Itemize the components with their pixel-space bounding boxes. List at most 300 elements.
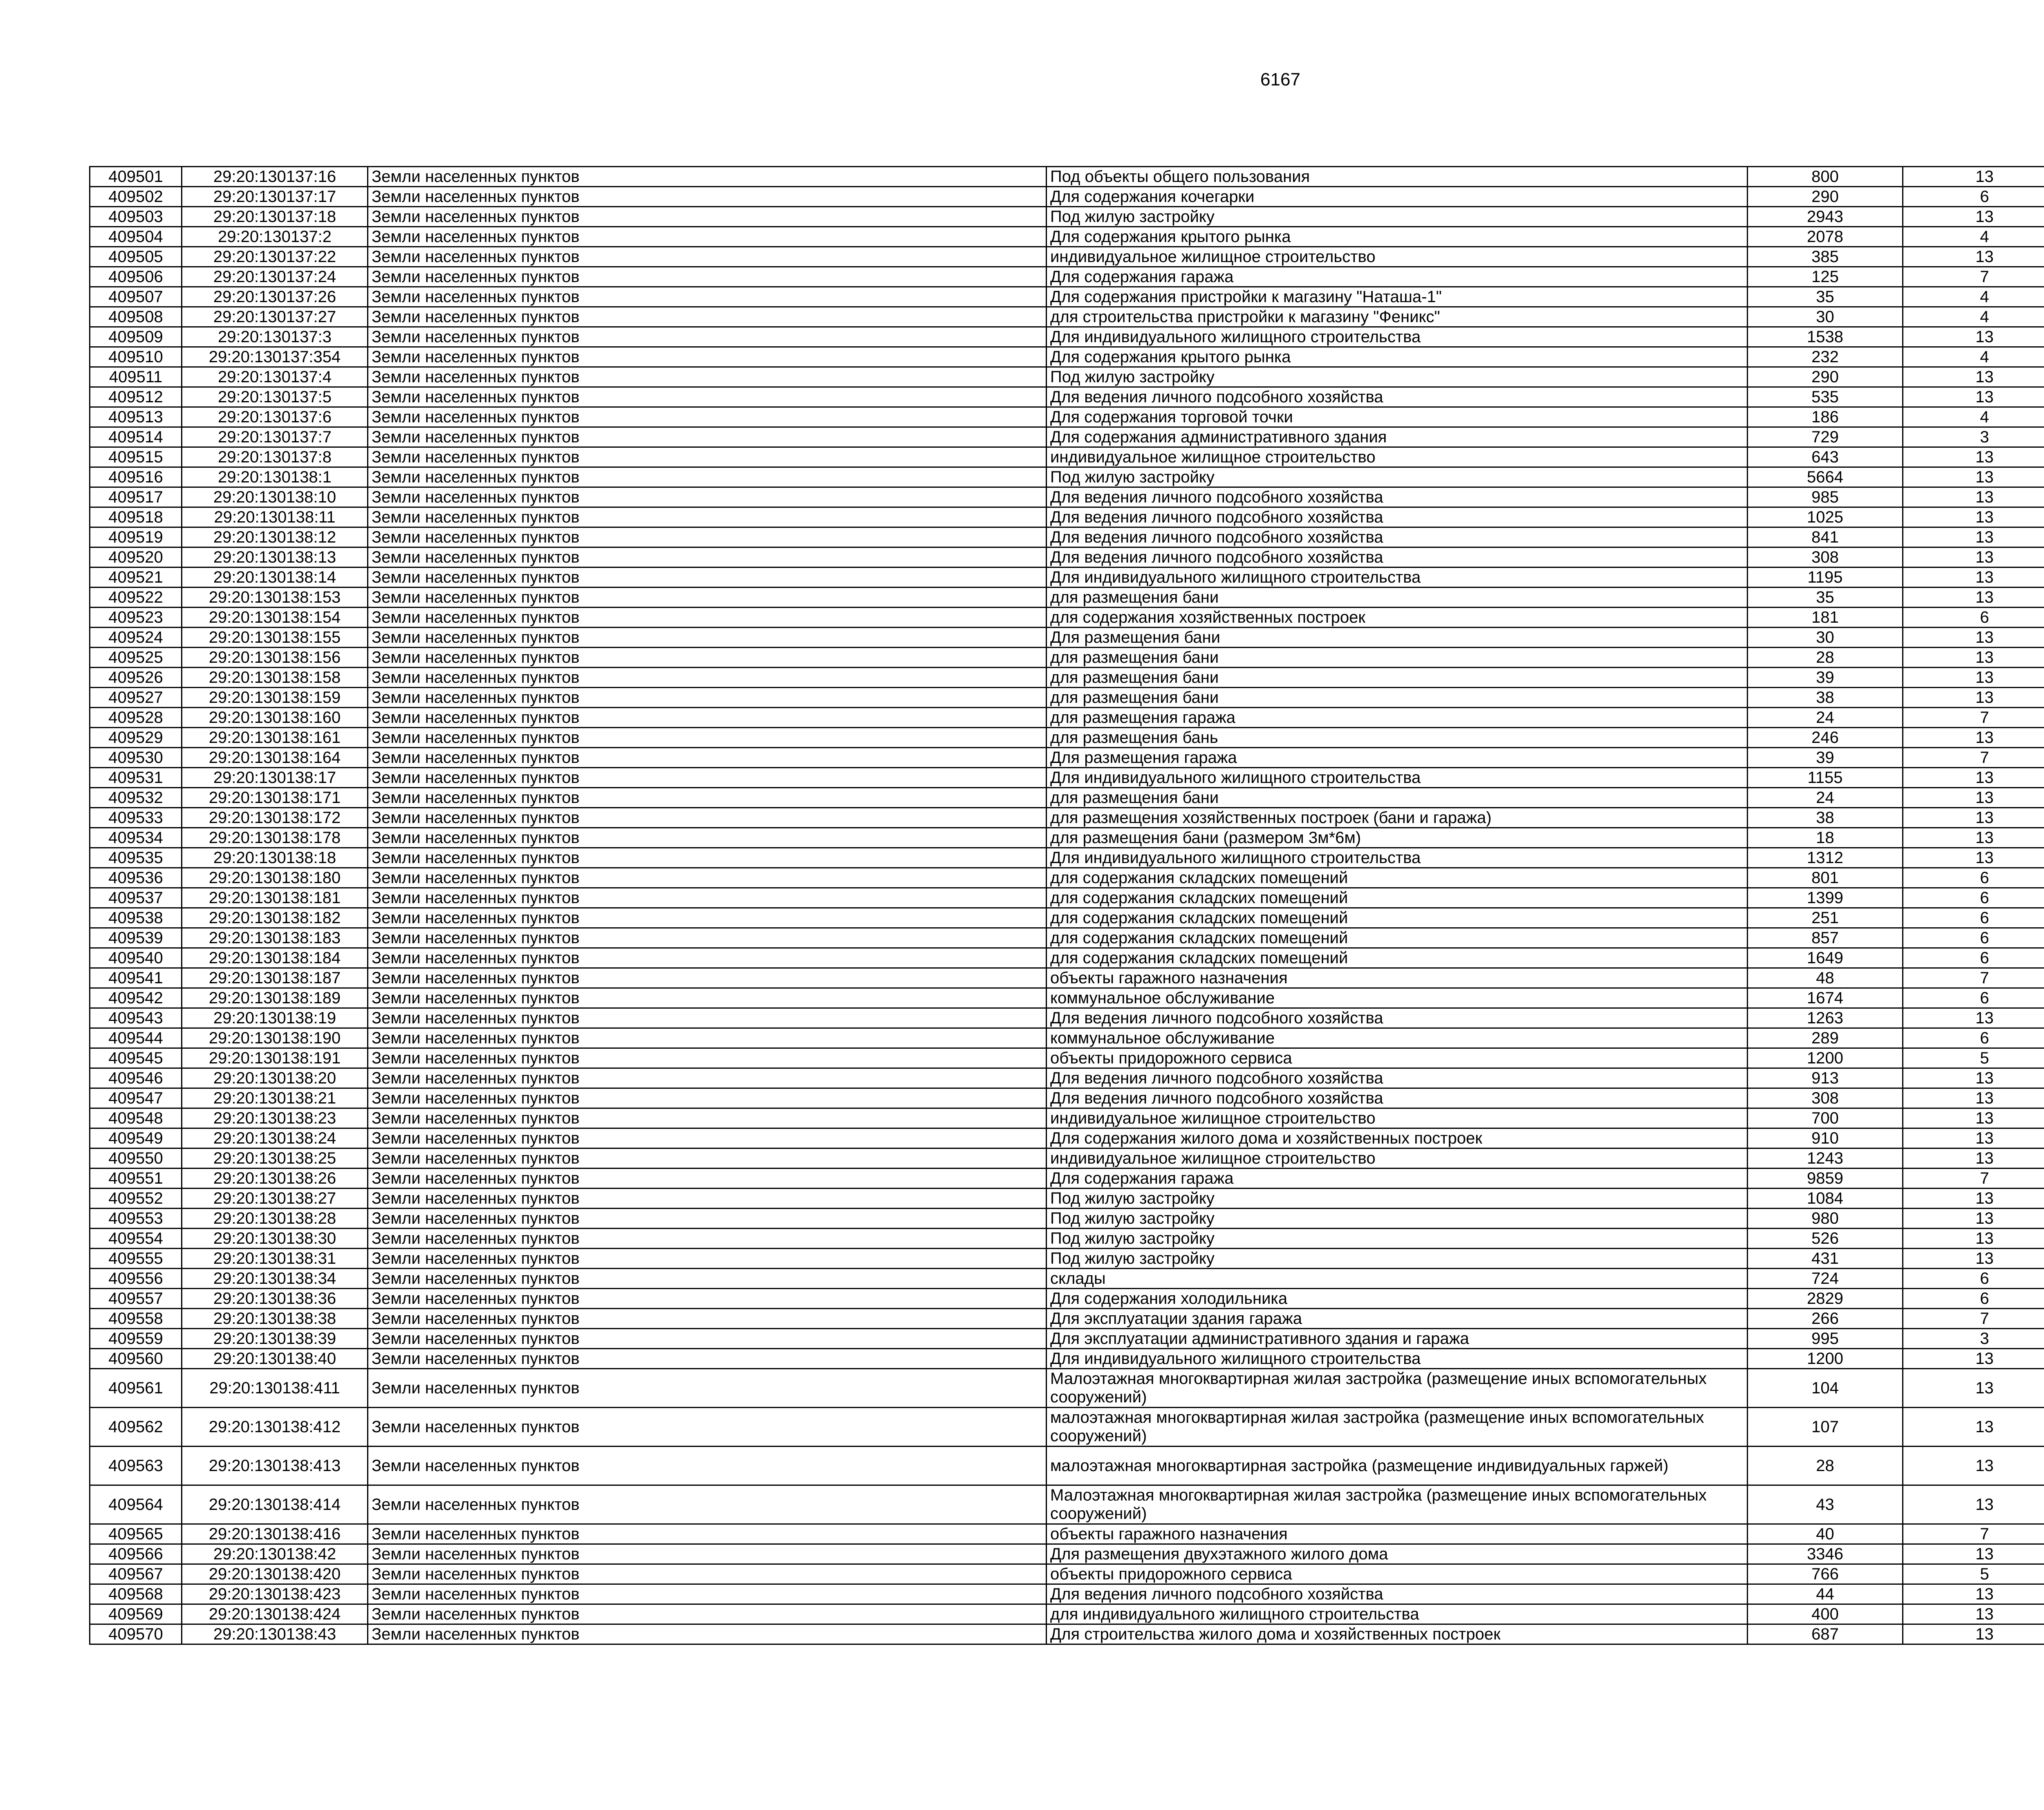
- cadastral-number-cell: 29:20:130137:354: [182, 347, 368, 367]
- land-category-cell: Земли населенных пунктов: [368, 908, 1047, 928]
- table-row: [90, 688, 2044, 708]
- permitted-use-cell: для содержания складских помещений: [1047, 928, 1748, 948]
- row-number-cell: 409555: [90, 1249, 182, 1269]
- land-category-cell: Земли населенных пунктов: [368, 1189, 1047, 1209]
- permitted-use-cell: Для ведения личного подсобного хозяйства: [1047, 487, 1748, 507]
- table-row: [90, 828, 2044, 848]
- cadastral-number-cell: 29:20:130137:16: [182, 167, 368, 187]
- cadastral-number-cell: 29:20:130138:153: [182, 588, 368, 608]
- area-cell: 431: [1748, 1249, 1903, 1269]
- group-code-cell: 4: [1903, 227, 2044, 247]
- permitted-use-cell: Для содержания кочегарки: [1047, 187, 1748, 207]
- permitted-use-cell: Под жилую застройку: [1047, 207, 1748, 227]
- row-number-cell: 409546: [90, 1068, 182, 1088]
- area-cell: 290: [1748, 367, 1903, 387]
- area-cell: 1538: [1748, 327, 1903, 347]
- area-cell: 38: [1748, 688, 1903, 708]
- table-row: [90, 367, 2044, 387]
- cadastral-number-cell: 29:20:130138:26: [182, 1169, 368, 1189]
- permitted-use-cell: Для эксплуатации здания гаража: [1047, 1309, 1748, 1329]
- row-number-cell: 409565: [90, 1524, 182, 1544]
- area-cell: 5664: [1748, 467, 1903, 487]
- area-cell: 1263: [1748, 1008, 1903, 1028]
- group-code-cell: 13: [1903, 1604, 2044, 1624]
- row-number-cell: 409502: [90, 187, 182, 207]
- area-cell: 186: [1748, 407, 1903, 427]
- land-category-cell: Земли населенных пунктов: [368, 507, 1047, 527]
- table-body: [90, 167, 2044, 1644]
- cadastral-number-cell: 29:20:130138:161: [182, 728, 368, 748]
- permitted-use-cell: Для размещения гаража: [1047, 748, 1748, 768]
- table-row: [90, 307, 2044, 327]
- land-category-cell: Земли населенных пунктов: [368, 1068, 1047, 1088]
- table-row: [90, 1269, 2044, 1289]
- area-cell: 724: [1748, 1269, 1903, 1289]
- land-category-cell: Земли населенных пунктов: [368, 187, 1047, 207]
- area-cell: 24: [1748, 708, 1903, 728]
- area-cell: 1025: [1748, 507, 1903, 527]
- group-code-cell: 6: [1903, 948, 2044, 968]
- table-row: [90, 1088, 2044, 1108]
- permitted-use-cell: Для содержания жилого дома и хозяйственных построек: [1047, 1128, 1748, 1148]
- permitted-use-cell: для содержания складских помещений: [1047, 868, 1748, 888]
- permitted-use-cell: Для размещения бани: [1047, 628, 1748, 648]
- group-code-cell: 13: [1903, 1108, 2044, 1128]
- row-number-cell: 409551: [90, 1169, 182, 1189]
- row-number-cell: 409516: [90, 467, 182, 487]
- permitted-use-cell: Под жилую застройку: [1047, 467, 1748, 487]
- cadastral-number-cell: 29:20:130138:155: [182, 628, 368, 648]
- cadastral-number-cell: 29:20:130138:183: [182, 928, 368, 948]
- permitted-use-cell: для размещения бани (размером 3м*6м): [1047, 828, 1748, 848]
- land-category-cell: Земли населенных пунктов: [368, 1008, 1047, 1028]
- group-code-cell: 6: [1903, 187, 2044, 207]
- table-row: [90, 728, 2044, 748]
- row-number-cell: 409507: [90, 287, 182, 307]
- table-row: [90, 708, 2044, 728]
- area-cell: 980: [1748, 1209, 1903, 1229]
- table-row: [90, 287, 2044, 307]
- cadastral-number-cell: 29:20:130138:1: [182, 467, 368, 487]
- group-code-cell: 3: [1903, 427, 2044, 447]
- land-category-cell: Земли населенных пунктов: [368, 1309, 1047, 1329]
- permitted-use-cell: Для размещения двухэтажного жилого дома: [1047, 1544, 1748, 1564]
- area-cell: 1200: [1748, 1349, 1903, 1369]
- land-category-cell: Земли населенных пунктов: [368, 968, 1047, 988]
- cadastral-number-cell: 29:20:130137:5: [182, 387, 368, 407]
- permitted-use-cell: коммунальное обслуживание: [1047, 988, 1748, 1008]
- group-code-cell: 13: [1903, 527, 2044, 547]
- table-row: [90, 167, 2044, 187]
- area-cell: 2943: [1748, 207, 1903, 227]
- area-cell: 1084: [1748, 1189, 1903, 1209]
- row-number-cell: 409520: [90, 547, 182, 567]
- row-number-cell: 409570: [90, 1624, 182, 1644]
- table-row: [90, 387, 2044, 407]
- land-category-cell: Земли населенных пунктов: [368, 1169, 1047, 1189]
- permitted-use-cell: Для ведения личного подсобного хозяйства: [1047, 527, 1748, 547]
- land-category-cell: Земли населенных пунктов: [368, 1249, 1047, 1269]
- area-cell: 40: [1748, 1524, 1903, 1544]
- permitted-use-cell: малоэтажная многоквартирная застройка (размещение индивидуальных гаржей): [1047, 1447, 1748, 1485]
- group-code-cell: 13: [1903, 728, 2044, 748]
- group-code-cell: 13: [1903, 247, 2044, 267]
- group-code-cell: 13: [1903, 327, 2044, 347]
- land-category-cell: Земли населенных пунктов: [368, 1564, 1047, 1584]
- permitted-use-cell: для индивидуального жилищного строительства: [1047, 1604, 1748, 1624]
- area-cell: 308: [1748, 1088, 1903, 1108]
- cadastral-number-cell: 29:20:130138:12: [182, 527, 368, 547]
- group-code-cell: 13: [1903, 1229, 2044, 1249]
- land-category-cell: Земли населенных пунктов: [368, 307, 1047, 327]
- table-row: [90, 588, 2044, 608]
- table-row: [90, 968, 2044, 988]
- group-code-cell: 13: [1903, 768, 2044, 788]
- table-row: [90, 868, 2044, 888]
- area-cell: 3346: [1748, 1544, 1903, 1564]
- permitted-use-cell: Для содержания гаража: [1047, 1169, 1748, 1189]
- land-category-cell: Земли населенных пунктов: [368, 868, 1047, 888]
- group-code-cell: 13: [1903, 1447, 2044, 1485]
- permitted-use-cell: для размещения бань: [1047, 728, 1748, 748]
- area-cell: 2829: [1748, 1289, 1903, 1309]
- area-cell: 39: [1748, 668, 1903, 688]
- land-category-cell: Земли населенных пунктов: [368, 427, 1047, 447]
- permitted-use-cell: для содержания складских помещений: [1047, 948, 1748, 968]
- permitted-use-cell: Для индивидуального жилищного строительства: [1047, 327, 1748, 347]
- row-number-cell: 409541: [90, 968, 182, 988]
- row-number-cell: 409549: [90, 1128, 182, 1148]
- group-code-cell: 7: [1903, 748, 2044, 768]
- cadastral-number-cell: 29:20:130137:2: [182, 227, 368, 247]
- table-row: [90, 1309, 2044, 1329]
- area-cell: 1649: [1748, 948, 1903, 968]
- land-category-cell: Земли населенных пунктов: [368, 668, 1047, 688]
- permitted-use-cell: для размещения бани: [1047, 688, 1748, 708]
- land-category-cell: Земли населенных пунктов: [368, 207, 1047, 227]
- table-row: [90, 1128, 2044, 1148]
- cadastral-number-cell: 29:20:130138:24: [182, 1128, 368, 1148]
- table-row: [90, 1349, 2044, 1369]
- cadastral-number-cell: 29:20:130138:39: [182, 1329, 368, 1349]
- group-code-cell: 6: [1903, 868, 2044, 888]
- cadastral-number-cell: 29:20:130138:412: [182, 1408, 368, 1447]
- row-number-cell: 409525: [90, 648, 182, 668]
- cadastral-number-cell: 29:20:130138:27: [182, 1189, 368, 1209]
- land-category-cell: Земли населенных пунктов: [368, 407, 1047, 427]
- table-row: [90, 247, 2044, 267]
- permitted-use-cell: Для ведения личного подсобного хозяйства: [1047, 387, 1748, 407]
- land-category-cell: Земли населенных пунктов: [368, 1447, 1047, 1485]
- row-number-cell: 409527: [90, 688, 182, 708]
- area-cell: 35: [1748, 287, 1903, 307]
- row-number-cell: 409529: [90, 728, 182, 748]
- land-category-cell: Земли населенных пунктов: [368, 1048, 1047, 1068]
- land-category-cell: Земли населенных пунктов: [368, 1209, 1047, 1229]
- row-number-cell: 409524: [90, 628, 182, 648]
- group-code-cell: 13: [1903, 688, 2044, 708]
- cadastral-number-cell: 29:20:130138:164: [182, 748, 368, 768]
- permitted-use-cell: для размещения бани: [1047, 788, 1748, 808]
- table-row: [90, 1028, 2044, 1048]
- group-code-cell: 7: [1903, 267, 2044, 287]
- table-row: [90, 427, 2044, 447]
- group-code-cell: 13: [1903, 1249, 2044, 1269]
- row-number-cell: 409559: [90, 1329, 182, 1349]
- cadastral-number-cell: 29:20:130138:17: [182, 768, 368, 788]
- area-cell: 841: [1748, 527, 1903, 547]
- area-cell: 1312: [1748, 848, 1903, 868]
- permitted-use-cell: индивидуальное жилищное строительство: [1047, 247, 1748, 267]
- row-number-cell: 409510: [90, 347, 182, 367]
- area-cell: 39: [1748, 748, 1903, 768]
- group-code-cell: 13: [1903, 628, 2044, 648]
- row-number-cell: 409519: [90, 527, 182, 547]
- group-code-cell: 5: [1903, 1048, 2044, 1068]
- land-category-cell: Земли населенных пунктов: [368, 848, 1047, 868]
- row-number-cell: 409515: [90, 447, 182, 467]
- area-cell: 38: [1748, 808, 1903, 828]
- table-row: [90, 788, 2044, 808]
- area-cell: 385: [1748, 247, 1903, 267]
- area-cell: 181: [1748, 608, 1903, 628]
- land-category-cell: Земли населенных пунктов: [368, 808, 1047, 828]
- table-row: [90, 1229, 2044, 1249]
- group-code-cell: 13: [1903, 1485, 2044, 1524]
- row-number-cell: 409537: [90, 888, 182, 908]
- table-row: [90, 1369, 2044, 1408]
- group-code-cell: 13: [1903, 1008, 2044, 1028]
- table-row: [90, 608, 2044, 628]
- row-number-cell: 409545: [90, 1048, 182, 1068]
- cadastral-number-cell: 29:20:130138:30: [182, 1229, 368, 1249]
- permitted-use-cell: для размещения бани: [1047, 588, 1748, 608]
- cadastral-number-cell: 29:20:130137:22: [182, 247, 368, 267]
- table-row: [90, 948, 2044, 968]
- permitted-use-cell: склады: [1047, 1269, 1748, 1289]
- table-row: [90, 1249, 2044, 1269]
- permitted-use-cell: для содержания хозяйственных построек: [1047, 608, 1748, 628]
- land-category-cell: Земли населенных пунктов: [368, 327, 1047, 347]
- permitted-use-cell: Для индивидуального жилищного строительства: [1047, 567, 1748, 588]
- row-number-cell: 409512: [90, 387, 182, 407]
- area-cell: 1399: [1748, 888, 1903, 908]
- group-code-cell: 7: [1903, 968, 2044, 988]
- group-code-cell: 7: [1903, 1309, 2044, 1329]
- group-code-cell: 13: [1903, 1148, 2044, 1169]
- table-row: [90, 648, 2044, 668]
- cadastral-number-cell: 29:20:130138:10: [182, 487, 368, 507]
- row-number-cell: 409513: [90, 407, 182, 427]
- area-cell: 104: [1748, 1369, 1903, 1408]
- permitted-use-cell: для строительства пристройки к магазину "Феникс": [1047, 307, 1748, 327]
- permitted-use-cell: Под жилую застройку: [1047, 1229, 1748, 1249]
- cadastral-number-cell: 29:20:130138:156: [182, 648, 368, 668]
- group-code-cell: 13: [1903, 1189, 2044, 1209]
- land-category-cell: Земли населенных пунктов: [368, 227, 1047, 247]
- land-category-cell: Земли населенных пунктов: [368, 828, 1047, 848]
- group-code-cell: 5: [1903, 1564, 2044, 1584]
- permitted-use-cell: Для ведения личного подсобного хозяйства: [1047, 547, 1748, 567]
- land-category-cell: Земли населенных пунктов: [368, 1544, 1047, 1564]
- table-row: [90, 1108, 2044, 1128]
- cadastral-number-cell: 29:20:130138:13: [182, 547, 368, 567]
- cadastral-number-cell: 29:20:130138:158: [182, 668, 368, 688]
- permitted-use-cell: Под жилую застройку: [1047, 1189, 1748, 1209]
- table-row: [90, 227, 2044, 247]
- group-code-cell: 13: [1903, 447, 2044, 467]
- land-category-cell: Земли населенных пунктов: [368, 527, 1047, 547]
- area-cell: 48: [1748, 968, 1903, 988]
- row-number-cell: 409532: [90, 788, 182, 808]
- group-code-cell: 13: [1903, 467, 2044, 487]
- area-cell: 535: [1748, 387, 1903, 407]
- land-category-cell: Земли населенных пунктов: [368, 688, 1047, 708]
- table-row: [90, 748, 2044, 768]
- cadastral-number-cell: 29:20:130138:423: [182, 1584, 368, 1604]
- row-number-cell: 409540: [90, 948, 182, 968]
- permitted-use-cell: индивидуальное жилищное строительство: [1047, 1148, 1748, 1169]
- row-number-cell: 409514: [90, 427, 182, 447]
- group-code-cell: 7: [1903, 1524, 2044, 1544]
- group-code-cell: 4: [1903, 407, 2044, 427]
- row-number-cell: 409564: [90, 1485, 182, 1524]
- land-category-cell: Земли населенных пунктов: [368, 1128, 1047, 1148]
- area-cell: 1200: [1748, 1048, 1903, 1068]
- row-number-cell: 409533: [90, 808, 182, 828]
- area-cell: 28: [1748, 1447, 1903, 1485]
- table-row: [90, 668, 2044, 688]
- permitted-use-cell: малоэтажная многоквартирная жилая застройка (размещение иных вспомогательных сооружений): [1047, 1408, 1748, 1447]
- group-code-cell: 13: [1903, 367, 2044, 387]
- land-category-cell: Земли населенных пунктов: [368, 888, 1047, 908]
- row-number-cell: 409547: [90, 1088, 182, 1108]
- area-cell: 125: [1748, 267, 1903, 287]
- area-cell: 30: [1748, 307, 1903, 327]
- row-number-cell: 409526: [90, 668, 182, 688]
- cadastral-number-cell: 29:20:130137:4: [182, 367, 368, 387]
- row-number-cell: 409562: [90, 1408, 182, 1447]
- permitted-use-cell: Для индивидуального жилищного строительства: [1047, 1349, 1748, 1369]
- land-category-cell: Земли населенных пунктов: [368, 547, 1047, 567]
- table-row: [90, 1329, 2044, 1349]
- row-number-cell: 409557: [90, 1289, 182, 1309]
- table-row: [90, 1408, 2044, 1447]
- cadastral-number-cell: 29:20:130138:31: [182, 1249, 368, 1269]
- cadastral-number-cell: 29:20:130138:159: [182, 688, 368, 708]
- row-number-cell: 409548: [90, 1108, 182, 1128]
- cadastral-number-cell: 29:20:130138:25: [182, 1148, 368, 1169]
- row-number-cell: 409568: [90, 1584, 182, 1604]
- cadastral-number-cell: 29:20:130138:414: [182, 1485, 368, 1524]
- permitted-use-cell: коммунальное обслуживание: [1047, 1028, 1748, 1048]
- table-row: [90, 1604, 2044, 1624]
- group-code-cell: 13: [1903, 1624, 2044, 1644]
- permitted-use-cell: для размещения гаража: [1047, 708, 1748, 728]
- cadastral-number-cell: 29:20:130138:40: [182, 1349, 368, 1369]
- land-category-cell: Земли населенных пунктов: [368, 447, 1047, 467]
- land-category-cell: Земли населенных пунктов: [368, 1148, 1047, 1169]
- table-row: [90, 1008, 2044, 1028]
- table-row: [90, 507, 2044, 527]
- table-row: [90, 888, 2044, 908]
- land-category-cell: Земли населенных пунктов: [368, 588, 1047, 608]
- group-code-cell: 13: [1903, 207, 2044, 227]
- row-number-cell: 409511: [90, 367, 182, 387]
- row-number-cell: 409506: [90, 267, 182, 287]
- group-code-cell: 13: [1903, 848, 2044, 868]
- area-cell: 400: [1748, 1604, 1903, 1624]
- row-number-cell: 409521: [90, 567, 182, 588]
- land-category-cell: Земли населенных пунктов: [368, 1604, 1047, 1624]
- cadastral-number-cell: 29:20:130138:181: [182, 888, 368, 908]
- row-number-cell: 409560: [90, 1349, 182, 1369]
- cadastral-number-cell: 29:20:130138:413: [182, 1447, 368, 1485]
- cadastral-number-cell: 29:20:130138:190: [182, 1028, 368, 1048]
- row-number-cell: 409550: [90, 1148, 182, 1169]
- group-code-cell: 6: [1903, 988, 2044, 1008]
- permitted-use-cell: Малоэтажная многоквартирная жилая застройка (размещение иных вспомогательных сооружений): [1047, 1485, 1748, 1524]
- table-row: [90, 447, 2044, 467]
- cadastral-number-cell: 29:20:130137:6: [182, 407, 368, 427]
- table-row: [90, 547, 2044, 567]
- table-row: [90, 467, 2044, 487]
- group-code-cell: 13: [1903, 588, 2044, 608]
- land-category-cell: Земли населенных пунктов: [368, 1329, 1047, 1349]
- permitted-use-cell: для содержания складских помещений: [1047, 888, 1748, 908]
- land-category-cell: Земли населенных пунктов: [368, 1088, 1047, 1108]
- table-row: [90, 487, 2044, 507]
- area-cell: 44: [1748, 1584, 1903, 1604]
- table-row: [90, 1048, 2044, 1068]
- land-category-cell: Земли населенных пунктов: [368, 728, 1047, 748]
- group-code-cell: 13: [1903, 1584, 2044, 1604]
- table-row: [90, 347, 2044, 367]
- permitted-use-cell: объекты придорожного сервиса: [1047, 1564, 1748, 1584]
- group-code-cell: 6: [1903, 1028, 2044, 1048]
- row-number-cell: 409536: [90, 868, 182, 888]
- row-number-cell: 409522: [90, 588, 182, 608]
- row-number-cell: 409561: [90, 1369, 182, 1408]
- cadastral-number-cell: 29:20:130138:34: [182, 1269, 368, 1289]
- area-cell: 700: [1748, 1108, 1903, 1128]
- land-registry-table: [89, 166, 2044, 1645]
- land-category-cell: Земли населенных пунктов: [368, 1269, 1047, 1289]
- group-code-cell: 13: [1903, 567, 2044, 588]
- land-category-cell: Земли населенных пунктов: [368, 247, 1047, 267]
- area-cell: 2078: [1748, 227, 1903, 247]
- land-category-cell: Земли населенных пунктов: [368, 287, 1047, 307]
- area-cell: 1674: [1748, 988, 1903, 1008]
- area-cell: 766: [1748, 1564, 1903, 1584]
- row-number-cell: 409544: [90, 1028, 182, 1048]
- permitted-use-cell: Для строительства жилого дома и хозяйственных построек: [1047, 1624, 1748, 1644]
- table-row: [90, 1169, 2044, 1189]
- land-category-cell: Земли населенных пунктов: [368, 387, 1047, 407]
- land-category-cell: Земли населенных пунктов: [368, 1624, 1047, 1644]
- cadastral-number-cell: 29:20:130138:14: [182, 567, 368, 588]
- land-category-cell: Земли населенных пунктов: [368, 988, 1047, 1008]
- table-row: [90, 928, 2044, 948]
- area-cell: 729: [1748, 427, 1903, 447]
- area-cell: 985: [1748, 487, 1903, 507]
- area-cell: 995: [1748, 1329, 1903, 1349]
- land-category-cell: Земли населенных пунктов: [368, 487, 1047, 507]
- cadastral-number-cell: 29:20:130137:3: [182, 327, 368, 347]
- permitted-use-cell: объекты гаражного назначения: [1047, 968, 1748, 988]
- cadastral-number-cell: 29:20:130137:24: [182, 267, 368, 287]
- table-row: [90, 1289, 2044, 1309]
